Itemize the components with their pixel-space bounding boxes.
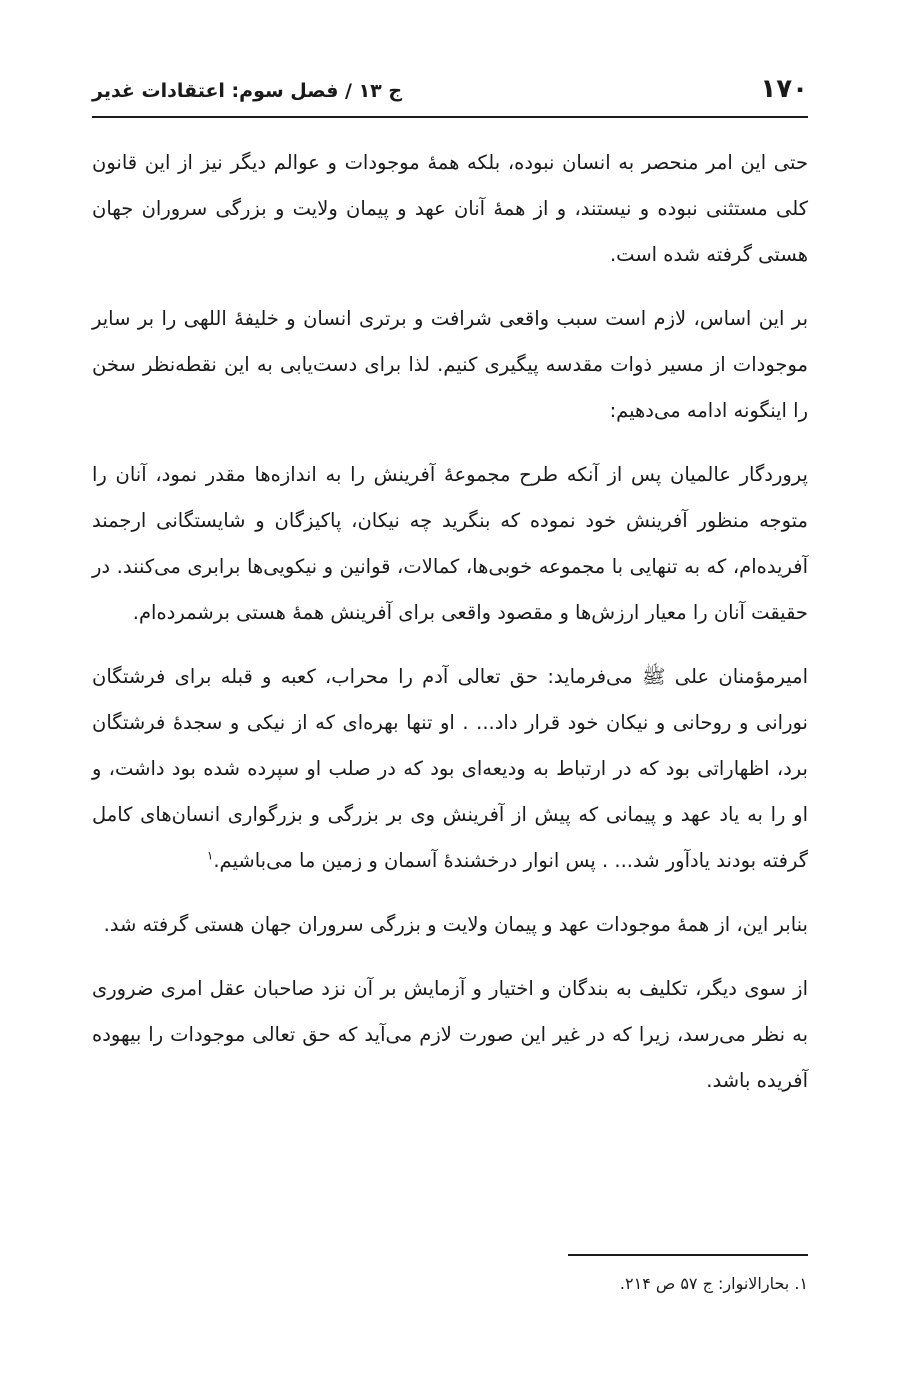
footnote-reference[interactable]: ۱	[206, 848, 214, 863]
running-title: ج ۱۳ / فصل سوم: اعتقادات غدیر	[92, 80, 403, 102]
footnote: ۱. بحارالانوار: ج ۵۷ ص ۲۱۴.	[619, 1274, 808, 1293]
paragraph-6: از سوی دیگر، تکلیف به بندگان و اختیار و آزمایش بر آن نزد صاحبان عقل امری ضروری به نظر می‌رسد، زیرا که در غیر این صورت لازم می‌آید که حق تعالی موجودات را بیهوده آفریده باشد.	[92, 977, 808, 1092]
paragraph-1: حتی این امر منحصر به انسان نبوده، بلکه همهٔ موجودات و عوالم دیگر نیز از این قانون کلی مستثنی نبوده و نیستند، و از همهٔ آنان عهد و پیمان ولایت و بزرگی سروران جهان هستی گرفته شده است.	[92, 151, 808, 266]
footnote-divider	[568, 1254, 808, 1256]
paragraph-3: پروردگار عالمیان پس از آنکه طرح مجموعهٔ آفرینش را به اندازه‌ها مقدر نمود، آنان را متوجه منظور آفرینش خود نموده که بنگرید چه نیکان، پاکیزگان و شایستگانی ارجمند آفریده‌ام، که به تنهایی با مجموعه خوبی‌ها، کمالات، قوانین و نیکویی‌ها برابری می‌کنند. در حقیقت آنان را معیار ارزش‌ها و مقصود واقعی برای آفرینش همهٔ هستی برشمرده‌ام.	[92, 463, 808, 624]
book-page	[92, 0, 808, 1390]
paragraph-5: بنابر این، از همهٔ موجودات عهد و پیمان ولایت و بزرگی سروران جهان هستی گرفته شد.	[103, 913, 808, 936]
paragraph-4	[92, 654, 808, 884]
paragraph-2: بر این اساس، لازم است سبب واقعی شرافت و برتری انسان و خلیفهٔ اللهی را بر سایر موجودات از مسیر ذوات مقدسه پیگیری کنیم. لذا برای دست‌یابی به این نقطه‌نظر سخن را اینگونه ادامه می‌دهیم:	[92, 307, 808, 422]
body-text	[92, 140, 808, 1122]
running-header	[92, 72, 808, 118]
paragraph-4-text: امیرمؤمنان علی ﷺ می‌فرماید: حق تعالی آدم را محراب، کعبه و قبله برای فرشتگان نورانی و روحانی و نیکان خود قرار داد... . او تنها بهره‌ای که از نیکی و سجدهٔ فرشتگان برد، اظهاراتی بود که در ارتباط به ودیعه‌ای بود که در صلب او سپرده شده بود داشت، و او را به یاد عهد و پیمانی که پیش از آفرینش وی بر بزرگی و بزرگواری انسان‌های کامل گرفته بودند یادآور شد... . پس انوار درخشندهٔ آسمان و زمین ما می‌باشیم.	[92, 665, 808, 872]
page-number: ۱۷۰	[760, 74, 808, 104]
